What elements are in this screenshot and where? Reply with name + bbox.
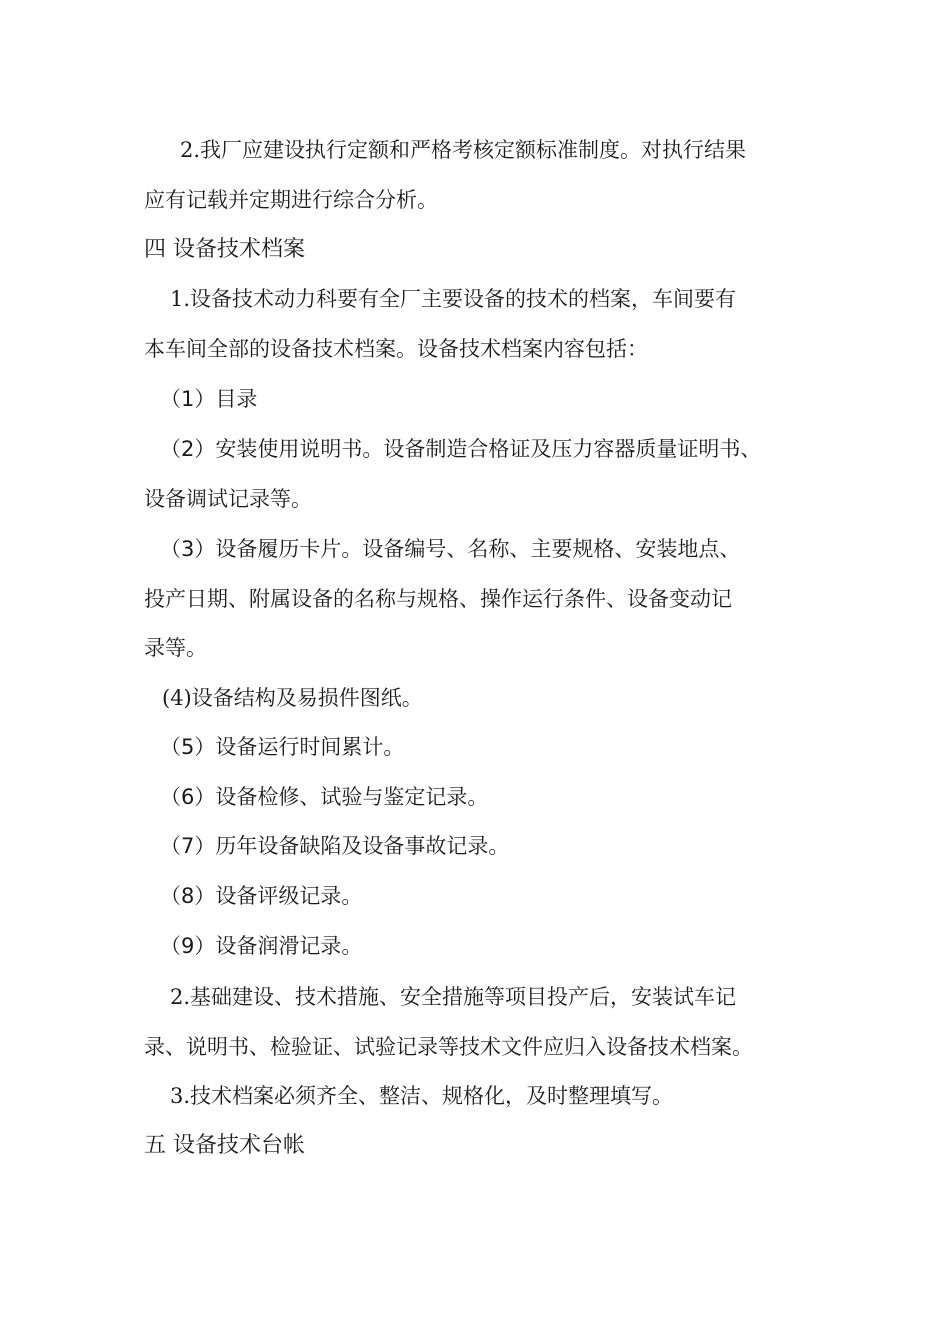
list-item: （7）历年设备缺陷及设备事故记录。: [160, 834, 510, 858]
list-item: （2）安装使用说明书。设备制造合格证及压力容器质量证明书、: [160, 437, 762, 461]
list-item: （3）设备履历卡片。设备编号、名称、主要规格、安装地点、: [160, 537, 741, 561]
paragraph-line: 1.设备技术动力科要有全厂主要设备的技术的档案，车间要有: [170, 287, 737, 311]
list-item: （1）目录: [160, 387, 258, 411]
list-item: （9）设备润滑记录。: [160, 934, 363, 958]
paragraph-line: 本车间全部的设备技术档案。设备技术档案内容包括：: [144, 337, 648, 361]
section-heading: 四 设备技术档案: [144, 237, 305, 262]
paragraph-line: 投产日期、附属设备的名称与规格、操作运行条件、设备变动记: [144, 587, 732, 611]
list-item: （8）设备评级记录。: [160, 884, 363, 908]
section-heading: 五 设备技术台帐: [144, 1133, 305, 1158]
paragraph-line: 录、说明书、检验证、试验记录等技术文件应归入设备技术档案。: [144, 1035, 753, 1059]
paragraph-line: 3.技术档案必须齐全、整洁、规格化，及时整理填写。: [170, 1084, 674, 1108]
paragraph-line: 2.基础建设、技术措施、安全措施等项目投产后，安装试车记: [170, 985, 737, 1009]
list-item: （6）设备检修、试验与鉴定记录。: [160, 785, 489, 809]
list-item: (4)设备结构及易损件图纸。: [162, 686, 423, 710]
paragraph-line: 应有记载并定期进行综合分析。: [144, 188, 438, 212]
list-item: （5）设备运行时间累计。: [160, 735, 405, 759]
paragraph-line: 录等。: [144, 636, 207, 660]
paragraph-line: 2.我厂应建设执行定额和严格考核定额标准制度。对执行结果: [180, 138, 747, 162]
paragraph-line: 设备调试记录等。: [144, 487, 312, 511]
